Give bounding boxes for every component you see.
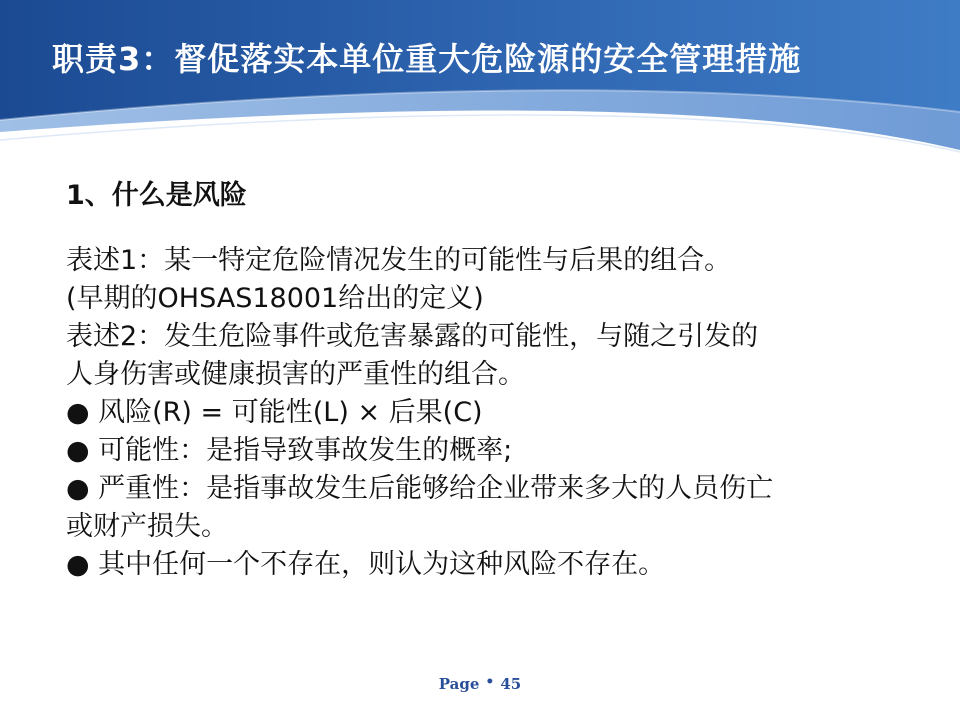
- bullet-severity: ● 严重性：是指事故发生后能够给企业带来多大的人员伤亡: [66, 473, 774, 504]
- definition-line-2: 表述2：发生危险事件或危害暴露的可能性，与随之引发的: [66, 321, 759, 352]
- page-number: 45: [500, 675, 522, 693]
- bullet-likelihood: ● 可能性：是指导致事故发生的概率;: [66, 435, 513, 466]
- slide-content: [66, 176, 906, 584]
- bullet-risk-formula: ● 风险(R) = 可能性(L) × 后果(C): [66, 397, 483, 428]
- page-footer: [0, 675, 960, 693]
- definition-source-note: (早期的OHSAS18001给出的定义): [66, 283, 484, 314]
- definition-line-1: 表述1：某一特定危险情况发生的可能性与后果的组合。: [66, 245, 732, 276]
- page-label: Page: [438, 675, 480, 693]
- bullet-severity-continued: 或财产损失。: [66, 511, 228, 542]
- header-wave-banner: [0, 0, 960, 200]
- page-separator: •: [485, 674, 495, 690]
- section-heading: 1、什么是风险: [66, 180, 247, 211]
- bullet-conclusion: ● 其中任何一个不存在，则认为这种风险不存在。: [66, 549, 666, 580]
- slide-title: 职责3：督促落实本单位重大危险源的安全管理措施: [52, 40, 802, 78]
- definition-line-2-continued: 人身伤害或健康损害的严重性的组合。: [66, 359, 525, 390]
